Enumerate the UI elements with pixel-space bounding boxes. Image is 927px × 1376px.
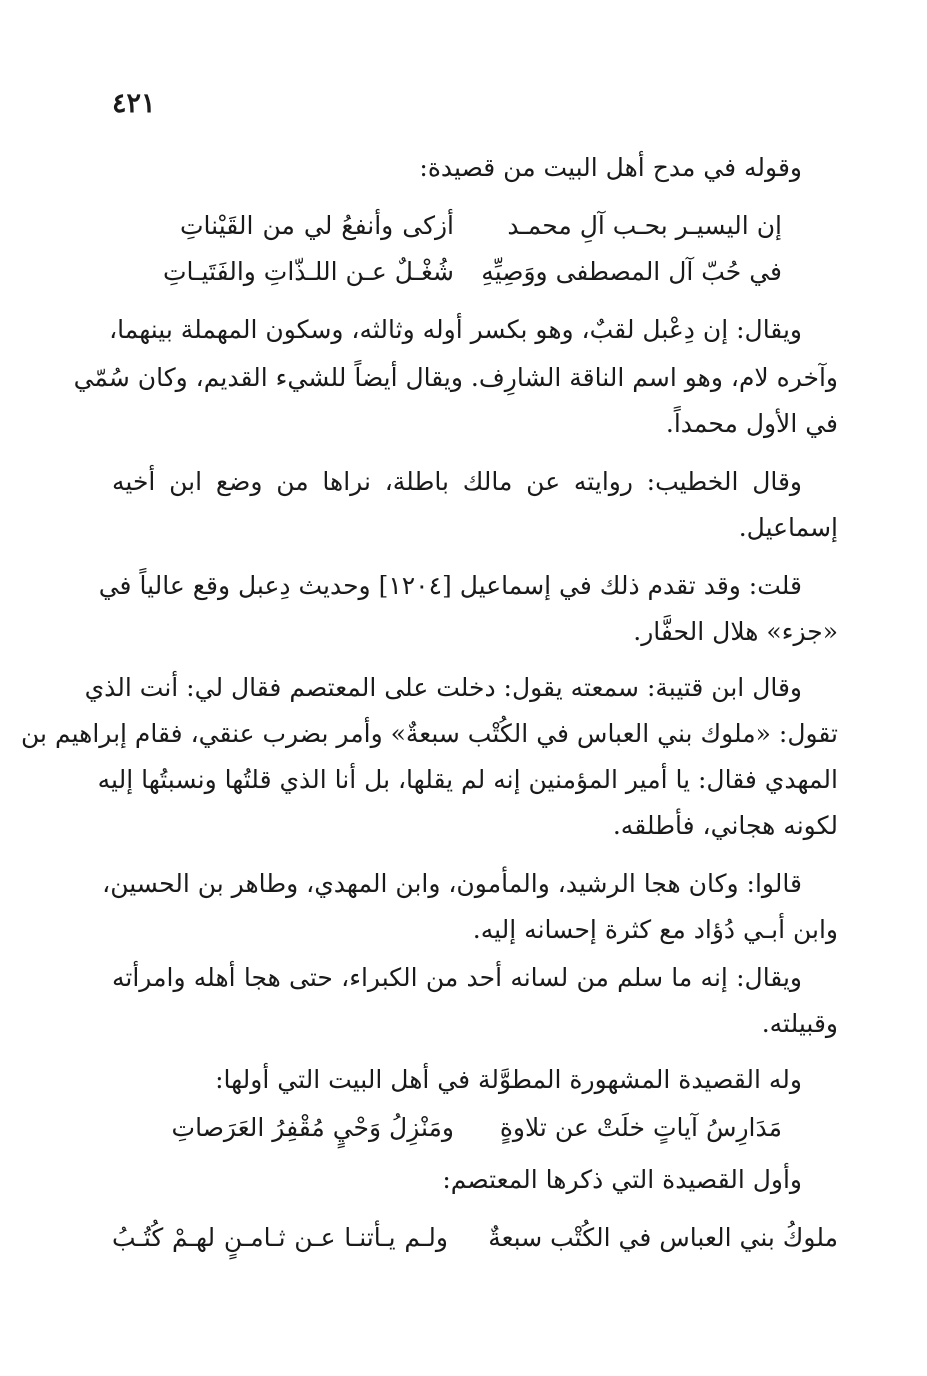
- verse-second-hemistich: ومَنْزِلُ وَحْيٍ مُقْفِرُ العَرَصاتِ: [171, 1113, 454, 1142]
- paragraph-line: وآخره لام، وهو اسم الناقة الشارِف. ويقال أيضاً للشيء القديم، وكان سُمّي: [73, 363, 838, 392]
- verse-first-hemistich: مَدَارِسُ آياتٍ خلَتْ عن تلاوةٍ: [499, 1113, 782, 1142]
- paragraph-line: ويقال: إنه ما سلم من لسانه أحد من الكبراء، حتى هجا أهله وامرأته: [112, 963, 802, 992]
- paragraph-line: ويقال: إن دِعْبل لقبٌ، وهو بكسر أوله وثالثه، وسكون المهملة بينهما،: [109, 315, 802, 344]
- paragraph-line: «جزء» هلال الحفَّار.: [633, 617, 838, 646]
- poem-intro: وله القصيدة المشهورة المطوَّلة في أهل البيت التي أولها:: [215, 1065, 802, 1094]
- paragraph-line: المهدي فقال: يا أمير المؤمنين إنه لم يقلها، بل أنا الذي قلتُها ونسبتُها إليه: [97, 765, 838, 794]
- verse-second-hemistich: ولـم يـأتنـا عـن ثـامـنٍ لهـمْ كُتُـبُ: [112, 1223, 448, 1252]
- paragraph-line: وقال ابن قتيبة: سمعته يقول: دخلت على المعتصم فقال لي: أنت الذي: [84, 673, 802, 702]
- paragraph-line: قالوا: وكان هجا الرشيد، والمأمون، وابن المهدي، وطاهر بن الحسين،: [102, 869, 802, 898]
- verse-first-hemistich: إن اليسيـر بحـب آلِ محمـد: [507, 211, 782, 240]
- paragraph-line: وقال الخطيب: روايته عن مالك باطلة، نراها من وضع ابن أخيه: [112, 467, 802, 496]
- book-page: [21, 0, 838, 1376]
- verse-second-hemistich: أزكى وأنفعُ لي من القَيْناتِ: [180, 211, 454, 240]
- verse-first-hemistich: ملوكُ بني العباس في الكُتْب سبعةٌ: [488, 1223, 838, 1252]
- paragraph-line: قلت: وقد تقدم ذلك في إسماعيل [١٢٠٤] وحديث دِعبل وقع عالياً في: [98, 571, 802, 600]
- page-number: ٤٢١: [112, 88, 156, 119]
- paragraph-line: وقبيلته.: [761, 1009, 838, 1038]
- verse-second-hemistich: شُغْـلٌ عـن اللـذّاتِ والفَتَيـاتِ: [163, 257, 454, 286]
- paragraph-line: في الأول محمداً.: [665, 409, 838, 438]
- verse-first-hemistich: في حُبّ آل المصطفى ووَصِيِّهِ: [481, 257, 782, 286]
- poem-intro: وأول القصيدة التي ذكرها المعتصم:: [442, 1165, 802, 1194]
- poem-intro: وقوله في مدح أهل البيت من قصيدة:: [419, 153, 802, 182]
- paragraph-line: إسماعيل.: [738, 513, 838, 542]
- paragraph-line: وابن أبـي دُؤاد مع كثرة إحسانه إليه.: [472, 915, 838, 944]
- paragraph-line: لكونه هجاني، فأطلقه.: [612, 811, 838, 840]
- paragraph-line: تقول: «ملوك بني العباس في الكُتْب سبعةٌ» وأمر بضرب عنقي، فقام إبراهيم بن: [21, 719, 838, 748]
